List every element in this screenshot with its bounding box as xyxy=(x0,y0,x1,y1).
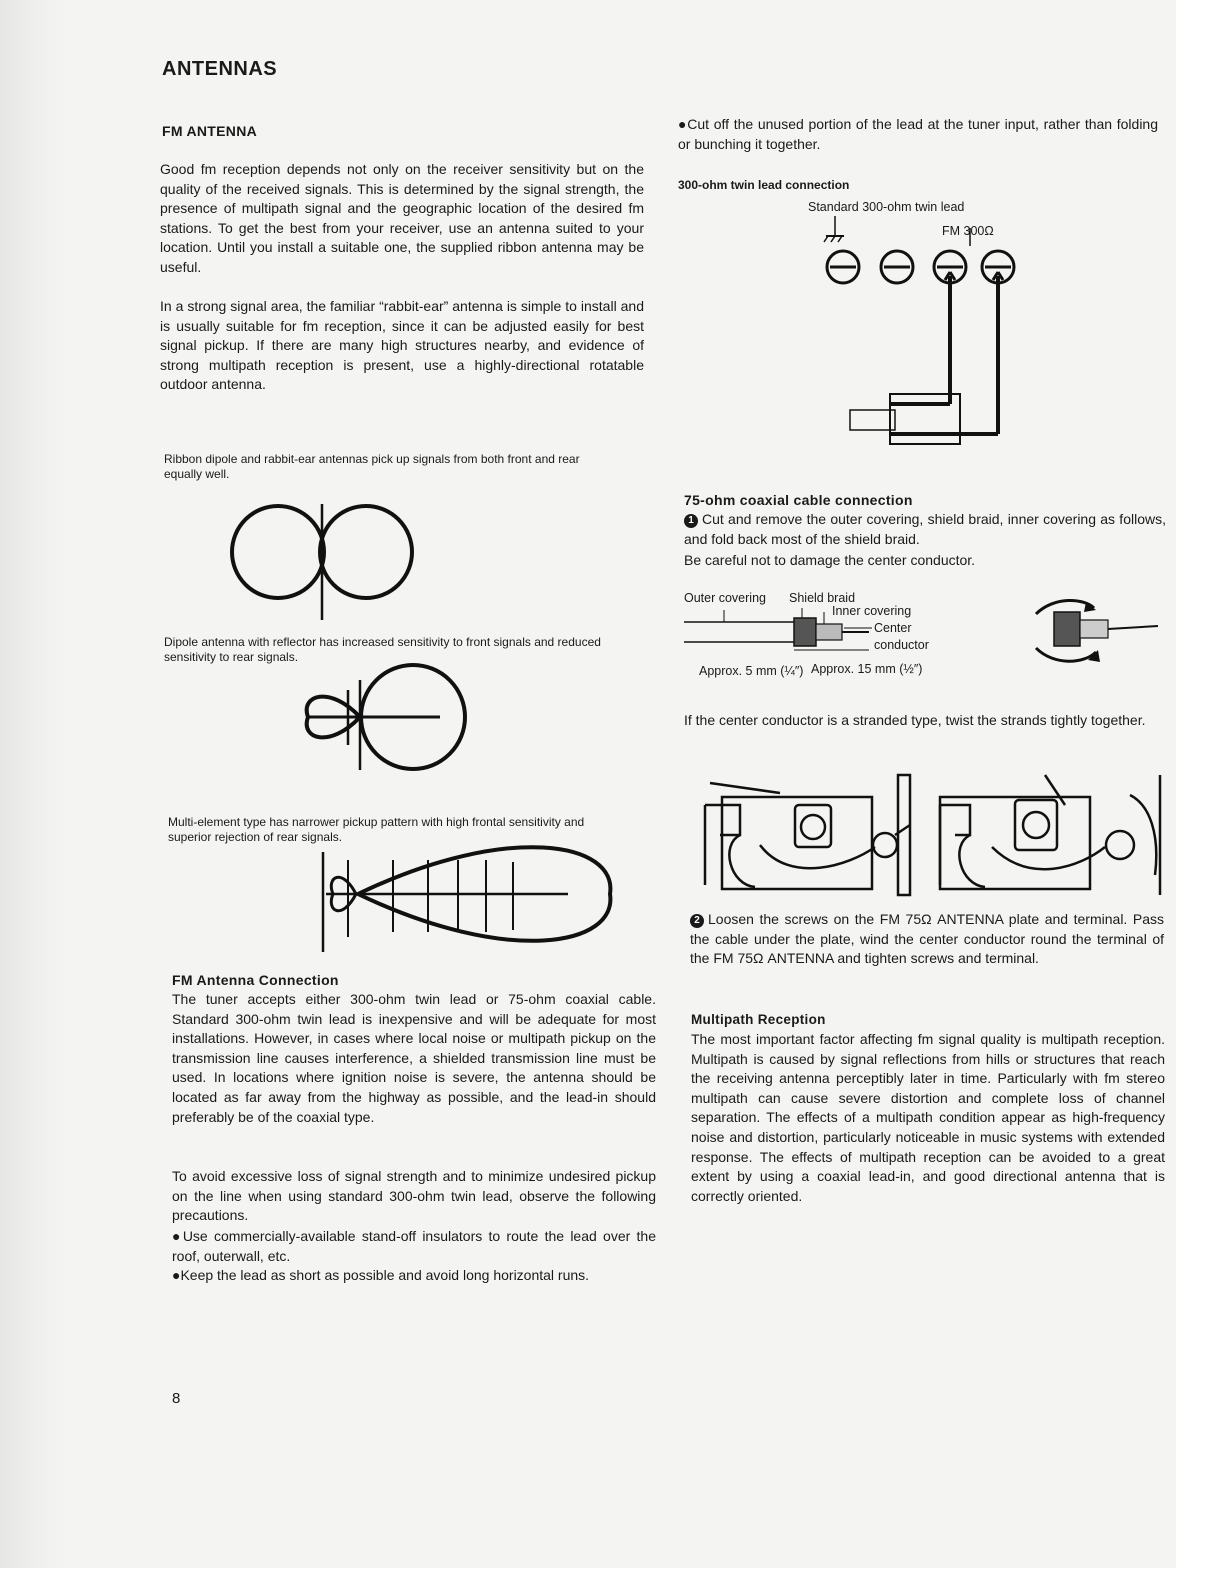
coax-step1-text: Cut and remove the outer covering, shield braid, inner covering as follows, and fold back most of the shield braid. xyxy=(684,511,1166,547)
ribbon-pattern-diagram xyxy=(228,500,418,625)
multipath-para: The most important factor affecting fm signal quality is multipath reception. Multipath is caused by signal reflections from hills or structures that reach the receiving antenna perceptibly later in time. Particularly with fm stereo multipath can cause severe distortion and complete loss of channel separation. The effects of a multipath condition appear as high-frequency noise and distortion, particularly noticeable in music systems with extended response. The effects of multipath reception can be avoided to a great extent by using a coaxial lead-in, and good directional antenna that is correctly oriented. xyxy=(691,1031,1165,1204)
label-inner-covering: Inner covering xyxy=(832,604,912,618)
fm-300-label: FM 300Ω xyxy=(942,224,994,238)
dipole-caption: Dipole antenna with reflector has increased sensitivity to front signals and reduced sensitivity to rear signals. xyxy=(164,635,601,664)
connection-para2: To avoid excessive loss of signal strength and to minimize undesired pickup on the line when using standard 300-ohm twin lead, observe the following precautions. xyxy=(172,1168,656,1224)
twin-lead-heading: 300-ohm twin lead connection xyxy=(678,178,850,192)
precaution-bullet-1: ●Use commercially-available stand-off insulators to route the lead over the roof, outerwall, etc. xyxy=(172,1228,656,1264)
coax-step1 xyxy=(684,510,1166,549)
label-conductor: conductor xyxy=(874,638,929,652)
page-right-margin xyxy=(1176,0,1224,1584)
twin-lead-label: Standard 300-ohm twin lead xyxy=(808,200,965,214)
step1-number: 1 xyxy=(684,514,698,528)
label-5mm: Approx. 5 mm (¼″) xyxy=(699,664,804,678)
label-center: Center xyxy=(874,621,912,635)
page-number: 8 xyxy=(172,1390,181,1407)
coax-step1b: Be careful not to damage the center conductor. xyxy=(684,552,976,568)
coax-strip-diagram xyxy=(684,604,1164,664)
coax-step2 xyxy=(690,910,1164,969)
twin-lead-diagram xyxy=(830,214,1030,444)
fm-antenna-para2: In a strong signal area, the familiar “rabbit-ear” antenna is simple to install and is usually suitable for fm reception, since it can be adjusted easily for best signal pickup. If there are many high structures nearby, and evidence of strong multipath reception is present, use a highly-directional rotatable outdoor antenna. xyxy=(160,298,644,393)
precaution-bullet-2: ●Keep the lead as short as possible and avoid long horizontal runs. xyxy=(172,1267,590,1283)
coax-heading: 75-ohm coaxial cable connection xyxy=(684,492,913,508)
dipole-reflector-diagram xyxy=(300,675,475,775)
ribbon-caption: Ribbon dipole and rabbit-ear antennas pick up signals from both front and rear equally well. xyxy=(164,452,580,481)
label-outer-covering: Outer covering xyxy=(684,591,766,605)
stranded-note: If the center conductor is a stranded type, twist the strands tightly together. xyxy=(684,712,1146,728)
fm-antenna-para1: Good fm reception depends not only on the receiver sensitivity but on the quality of the received signals. This is determined by the signal strength, the presence of multipath signal and the geographic location of the desired fm stations. To get the best from your receiver, use an antenna suited to your location. Until you install a suitable one, the supplied ribbon antenna may be useful. xyxy=(160,161,644,275)
terminal-plate-diagram xyxy=(700,775,1168,895)
connection-para1: The tuner accepts either 300-ohm twin lead or 75-ohm coaxial cable. Standard 300-ohm twin lead is inexpensive and will be adequate for most installations. However, in cases where local noise or multipath pickup on the transmission line causes interference, a shielded transmission line must be used. In locations where ignition noise is severe, the antenna should be located as far away from the highway as possible, and the lead-in should preferably be of the coaxial type. xyxy=(172,991,656,1125)
coax-step2-text: Loosen the screws on the FM 75Ω ANTENNA plate and terminal. Pass the cable under the plate, wind the center conductor round the terminal of the FM 75Ω ANTENNA and tighten screws and terminal. xyxy=(690,911,1164,967)
multipath-heading: Multipath Reception xyxy=(691,1012,826,1027)
label-shield-braid: Shield braid xyxy=(789,591,856,605)
fm-antenna-heading: FM ANTENNA xyxy=(162,123,258,139)
multi-element-caption: Multi-element type has narrower pickup pattern with high frontal sensitivity and superior rejection of rear signals. xyxy=(168,815,585,844)
label-15mm: Approx. 15 mm (½″) xyxy=(811,662,923,676)
step2-number: 2 xyxy=(690,914,704,928)
page-left-shadow xyxy=(0,0,72,1584)
connection-heading: FM Antenna Connection xyxy=(172,972,339,988)
page-title: ANTENNAS xyxy=(162,58,278,80)
multi-element-diagram xyxy=(318,852,618,957)
precaution-bullet-3: ●Cut off the unused portion of the lead at the tuner input, rather than folding or bunching it together. xyxy=(678,116,1158,152)
page-bottom-margin xyxy=(0,1568,1224,1584)
